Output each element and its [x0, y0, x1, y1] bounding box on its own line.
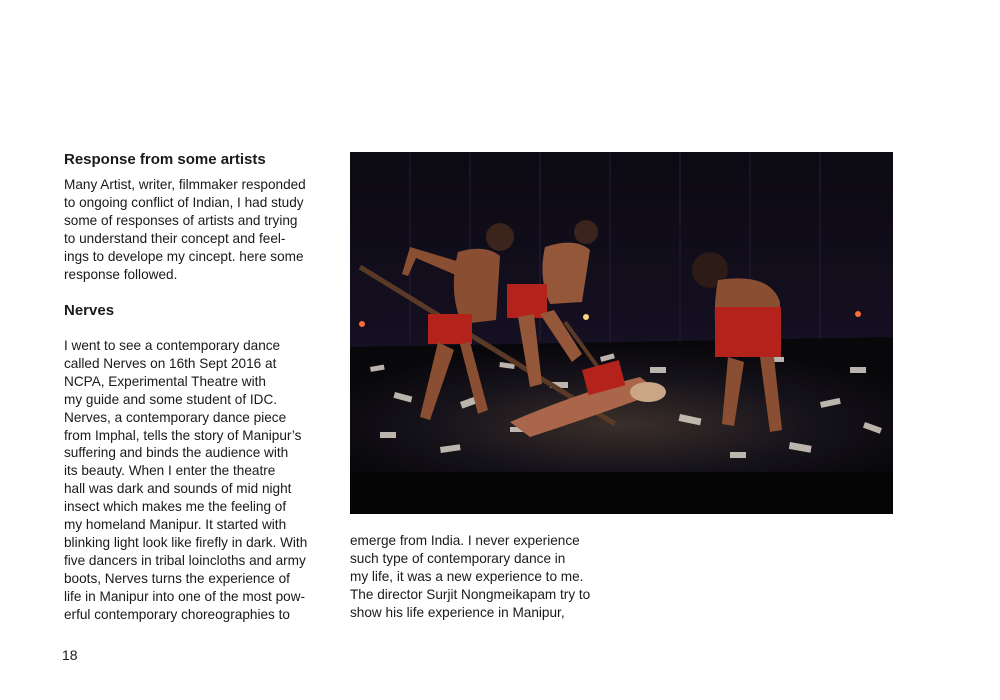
text-line: Many Artist, writer, filmmaker responded: [64, 177, 306, 192]
nerves-paragraph-continued: [350, 532, 590, 622]
page-number: 18: [62, 647, 78, 663]
text-line: my life, it was a new experience to me.: [350, 568, 584, 584]
text-line: ings to develope my cincept. here some: [64, 248, 304, 264]
text-line: Nerves, a contemporary dance piece: [64, 409, 287, 425]
text-line: I went to see a contemporary dance: [64, 338, 281, 353]
text-line: life in Manipur into one of the most pow-: [64, 588, 306, 604]
text-line: such type of contemporary dance in: [350, 550, 566, 566]
response-paragraph: [64, 176, 306, 283]
text-line: my homeland Manipur. It started with: [64, 517, 287, 533]
text-line: suffering and binds the audience with: [64, 445, 289, 461]
text-line: blinking light look like firefly in dark. With: [64, 534, 308, 550]
dance-performance-photo: [350, 152, 893, 514]
text-line: called Nerves on 16th Sept 2016 at: [64, 355, 277, 371]
text-line: emerge from India. I never experience: [350, 533, 580, 548]
text-line: NCPA, Experimental Theatre with: [64, 373, 266, 389]
text-line: some of responses of artists and trying: [64, 212, 298, 228]
text-line: The director Surjit Nongmeikapam try to: [350, 586, 591, 602]
text-line: to ongoing conflict of Indian, I had study: [64, 194, 304, 210]
section-heading-response: Response from some artists: [64, 151, 266, 168]
text-line: insect which makes me the feeling of: [64, 499, 287, 515]
section-heading-nerves: Nerves: [64, 302, 115, 319]
text-line: to understand their concept and feel-: [64, 230, 286, 246]
text-line: hall was dark and sounds of mid night: [64, 481, 292, 497]
stage-illustration: [350, 152, 893, 514]
text-line: response followed.: [64, 266, 178, 282]
nerves-paragraph: [64, 337, 307, 624]
text-line: boots, Nerves turns the experience of: [64, 570, 290, 586]
text-line: erful contemporary choreographies to: [64, 606, 290, 622]
text-line: show his life experience in Manipur,: [350, 604, 565, 620]
text-line: its beauty. When I enter the theatre: [64, 463, 276, 479]
text-line: my guide and some student of IDC.: [64, 391, 278, 407]
text-line: five dancers in tribal loincloths and army: [64, 552, 306, 568]
text-line: from Imphal, tells the story of Manipur’s: [64, 427, 302, 443]
